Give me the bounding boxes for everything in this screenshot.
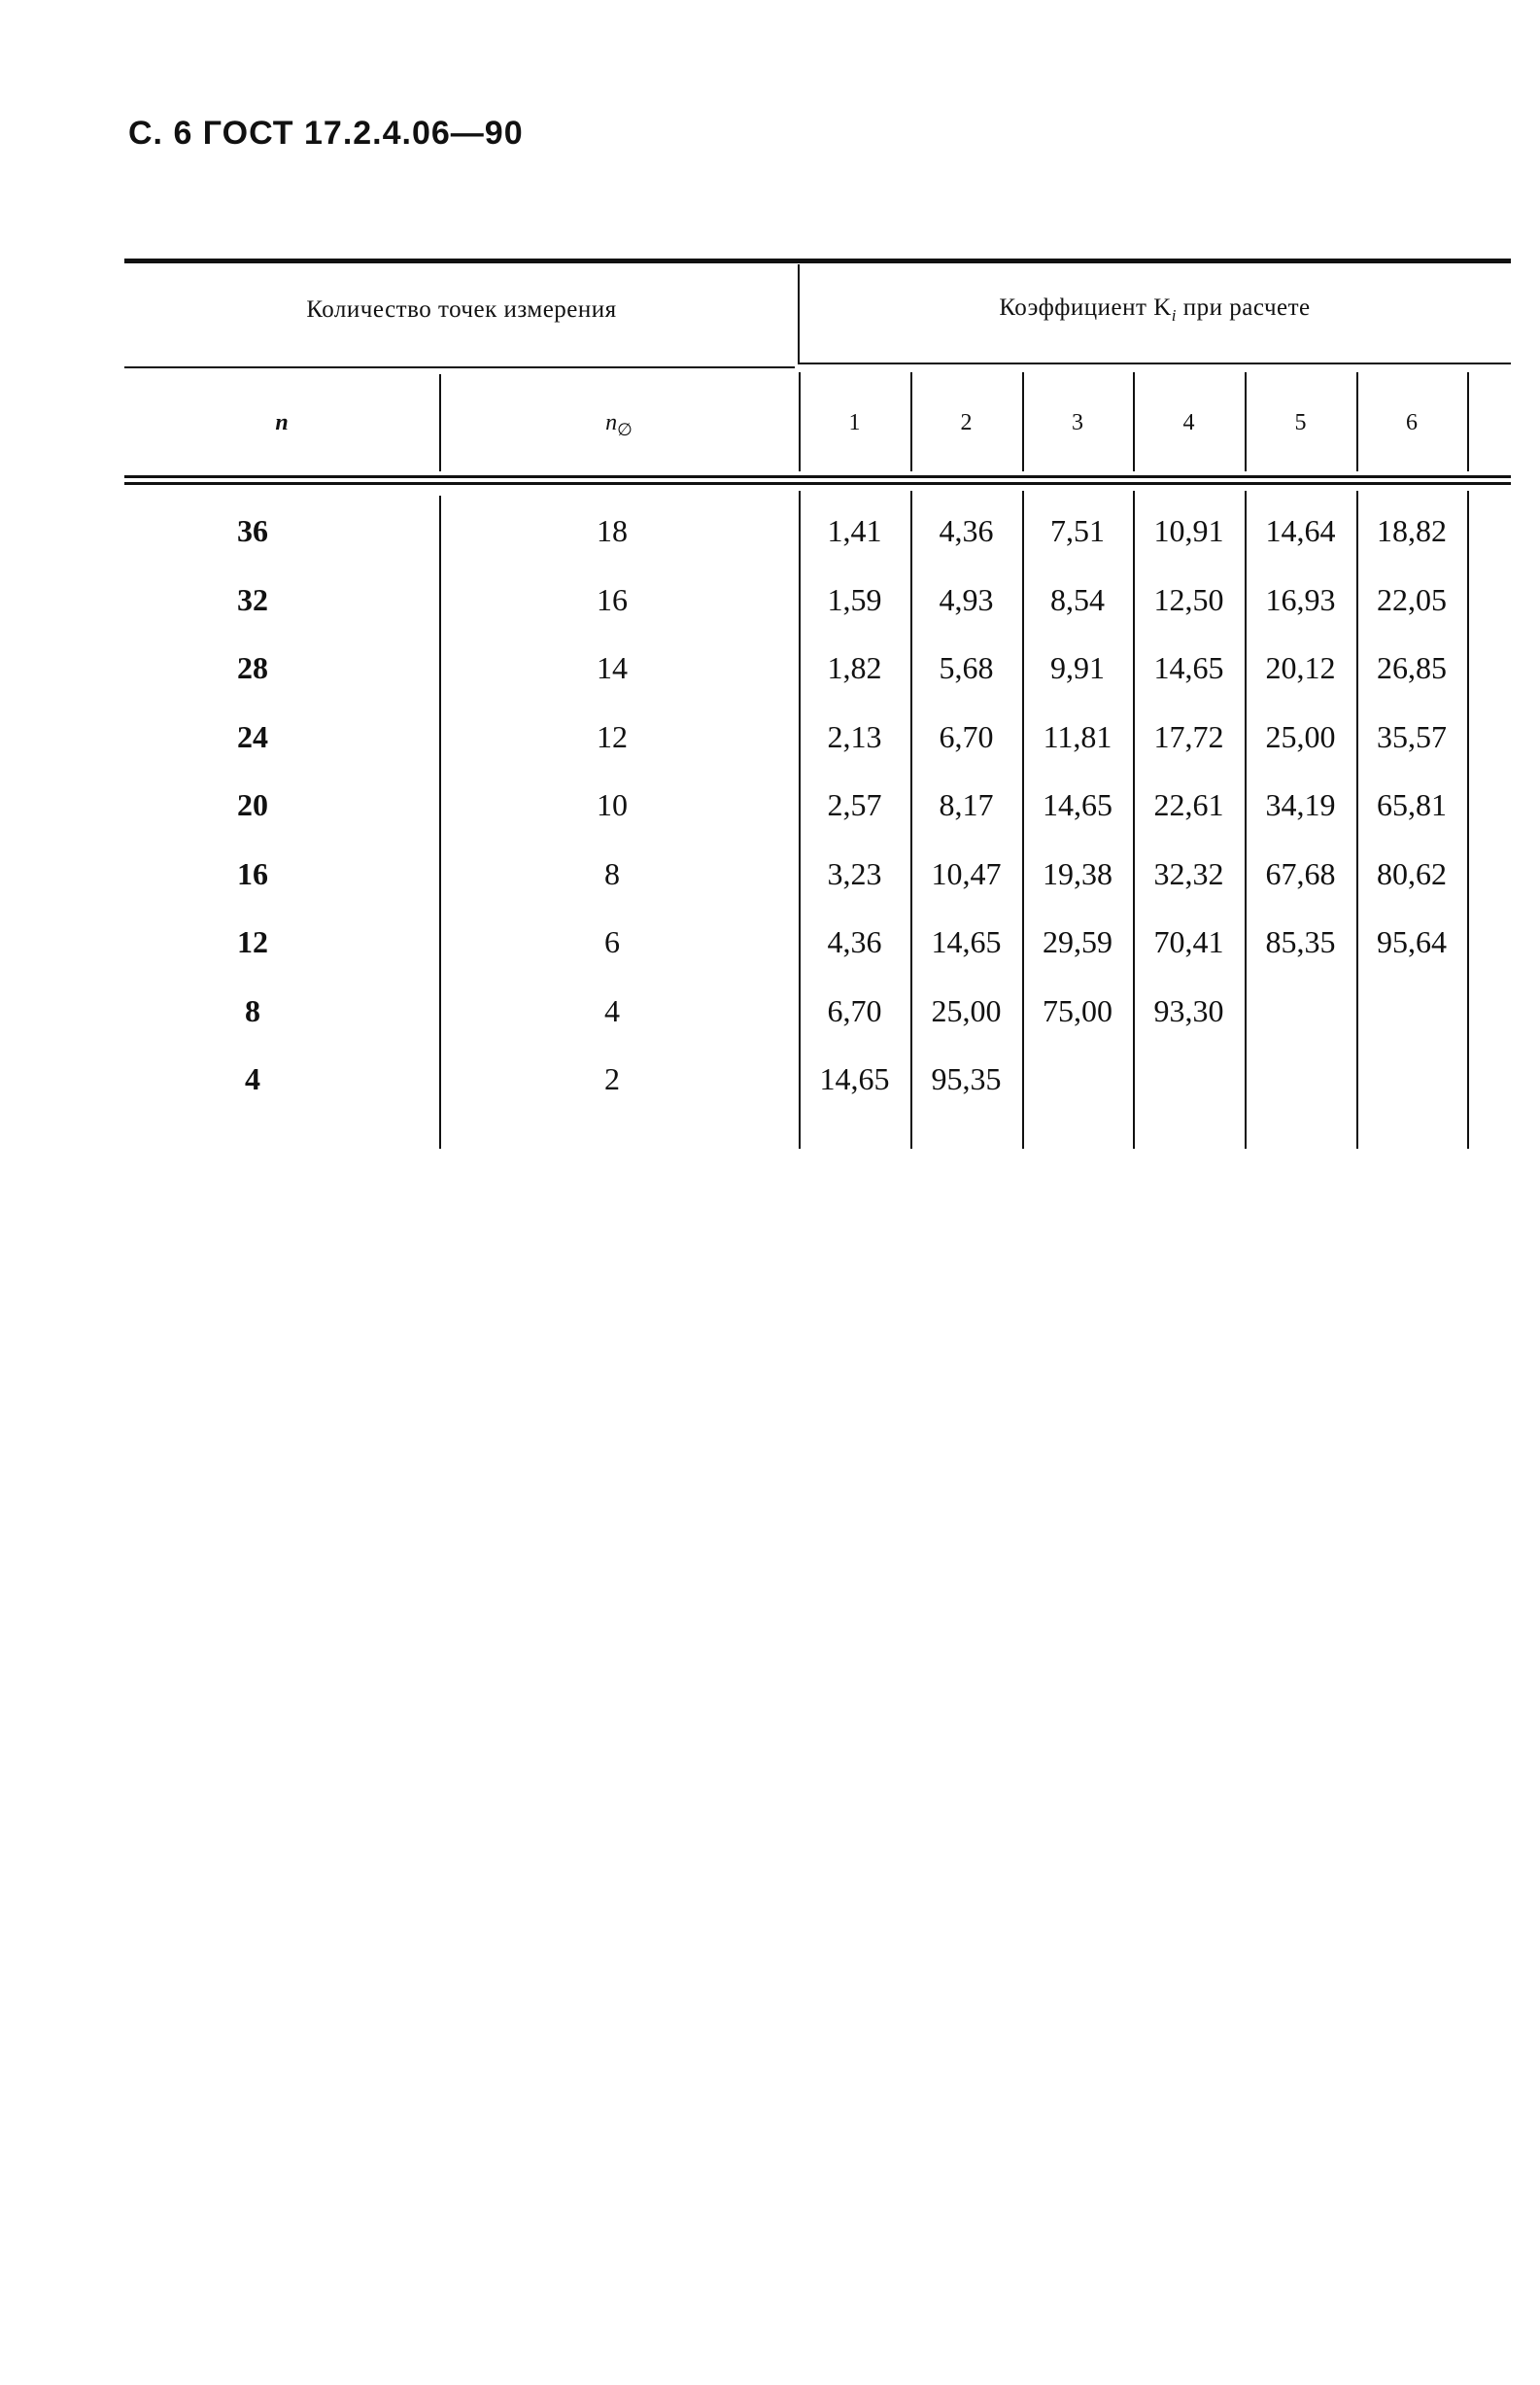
row-0-coef-1: 1,41	[827, 513, 882, 548]
row-8-n: 4	[245, 1061, 260, 1096]
row-6-n-diam: 6	[604, 924, 620, 959]
row-6-coef-3: 29,59	[1043, 924, 1112, 959]
col-header-coef-5: 5	[1294, 410, 1307, 435]
row-3-coef-3: 11,81	[1043, 719, 1112, 754]
row-8-coef-1: 14,65	[819, 1061, 890, 1096]
row-3-coef-2: 6,70	[939, 719, 994, 754]
row-3-n-diam: 12	[597, 719, 628, 754]
row-0-coef-5: 14,64	[1265, 513, 1336, 548]
row-5-coef-6: 80,62	[1377, 856, 1447, 891]
coefficient-subscript: i	[1171, 306, 1177, 325]
row-8-coef-2: 95,35	[931, 1061, 1002, 1096]
row-2-n: 28	[237, 650, 268, 685]
coefficient-label: Коэффициент K	[999, 294, 1172, 321]
row-5-coef-5: 67,68	[1265, 856, 1336, 891]
col-header-n-diam-label: n	[605, 410, 618, 435]
col-header-coef-6: 6	[1406, 410, 1418, 435]
col-header-coef-1: 1	[848, 410, 861, 435]
row-1-coef-5: 16,93	[1265, 582, 1336, 617]
page-header: С. 6 ГОСТ 17.2.4.06—90	[128, 115, 524, 152]
row-6-coef-1: 4,36	[827, 924, 882, 959]
row-2-coef-5: 20,12	[1265, 650, 1336, 685]
table-top-rule	[124, 259, 1511, 263]
row-5-n: 16	[237, 856, 268, 891]
row-4-coef-2: 8,17	[939, 787, 994, 822]
row-3-coef-5: 25,00	[1265, 719, 1336, 754]
col-header-n: n	[275, 410, 289, 435]
row-1-coef-2: 4,93	[939, 582, 994, 617]
row-3-n: 24	[237, 719, 268, 754]
row-4-coef-4: 22,61	[1153, 787, 1224, 822]
row-0-coef-4: 10,91	[1153, 513, 1224, 548]
row-6-coef-6: 95,64	[1377, 924, 1447, 959]
row-7-n: 8	[245, 993, 260, 1028]
row-5-coef-2: 10,47	[931, 856, 1002, 891]
row-1-n-diam: 16	[597, 582, 628, 617]
group-header-count: Количество точек измерения	[306, 296, 617, 323]
group-header-rule-left	[124, 366, 795, 368]
row-7-coef-2: 25,00	[931, 993, 1002, 1028]
row-3-coef-6: 35,57	[1377, 719, 1447, 754]
row-0-n-diam: 18	[597, 513, 628, 548]
row-4-coef-3: 14,65	[1043, 787, 1112, 822]
group-header-coefficient	[799, 294, 1511, 326]
row-2-n-diam: 14	[597, 650, 628, 685]
column-header-rule-2	[124, 482, 1511, 485]
row-2-coef-3: 9,91	[1050, 650, 1105, 685]
row-4-coef-1: 2,57	[827, 787, 882, 822]
row-0-n: 36	[237, 513, 268, 548]
row-7-coef-1: 6,70	[827, 993, 882, 1028]
row-6-coef-2: 14,65	[931, 924, 1002, 959]
row-1-coef-1: 1,59	[827, 582, 882, 617]
coef-divider-head-6	[1467, 372, 1469, 471]
row-4-coef-6: 65,81	[1377, 787, 1447, 822]
col-header-n-diam	[439, 410, 799, 440]
row-7-coef-4: 93,30	[1153, 993, 1224, 1028]
row-8-n-diam: 2	[604, 1061, 620, 1096]
row-5-n-diam: 8	[604, 856, 620, 891]
n-divider-body	[439, 496, 441, 1149]
diameter-subscript: ∅	[617, 419, 633, 439]
column-header-rule-1	[124, 475, 1511, 478]
row-1-coef-4: 12,50	[1153, 582, 1224, 617]
row-4-coef-5: 34,19	[1265, 787, 1336, 822]
row-1-coef-3: 8,54	[1050, 582, 1105, 617]
row-6-n: 12	[237, 924, 268, 959]
row-4-n: 20	[237, 787, 268, 822]
row-7-coef-3: 75,00	[1043, 993, 1112, 1028]
row-6-coef-4: 70,41	[1153, 924, 1224, 959]
row-3-coef-1: 2,13	[827, 719, 882, 754]
row-4-n-diam: 10	[597, 787, 628, 822]
row-3-coef-4: 17,72	[1153, 719, 1224, 754]
row-2-coef-1: 1,82	[827, 650, 882, 685]
row-0-coef-2: 4,36	[939, 513, 994, 548]
group-header-rule-right	[799, 363, 1511, 364]
row-7-n-diam: 4	[604, 993, 620, 1028]
row-1-n: 32	[237, 582, 268, 617]
row-2-coef-6: 26,85	[1377, 650, 1447, 685]
row-1-coef-6: 22,05	[1377, 582, 1447, 617]
col-header-coef-3: 3	[1072, 410, 1083, 435]
coef-divider-body-6	[1467, 491, 1469, 1149]
col-header-coef-4: 4	[1182, 410, 1195, 435]
row-5-coef-3: 19,38	[1043, 856, 1112, 891]
row-5-coef-4: 32,32	[1153, 856, 1224, 891]
row-5-coef-1: 3,23	[827, 856, 882, 891]
col-header-coef-2: 2	[960, 410, 973, 435]
row-0-coef-3: 7,51	[1050, 513, 1105, 548]
row-2-coef-2: 5,68	[939, 650, 994, 685]
coefficient-suffix: при расчете	[1177, 294, 1311, 321]
row-2-coef-4: 14,65	[1153, 650, 1224, 685]
row-6-coef-5: 85,35	[1265, 924, 1336, 959]
row-0-coef-6: 18,82	[1377, 513, 1447, 548]
